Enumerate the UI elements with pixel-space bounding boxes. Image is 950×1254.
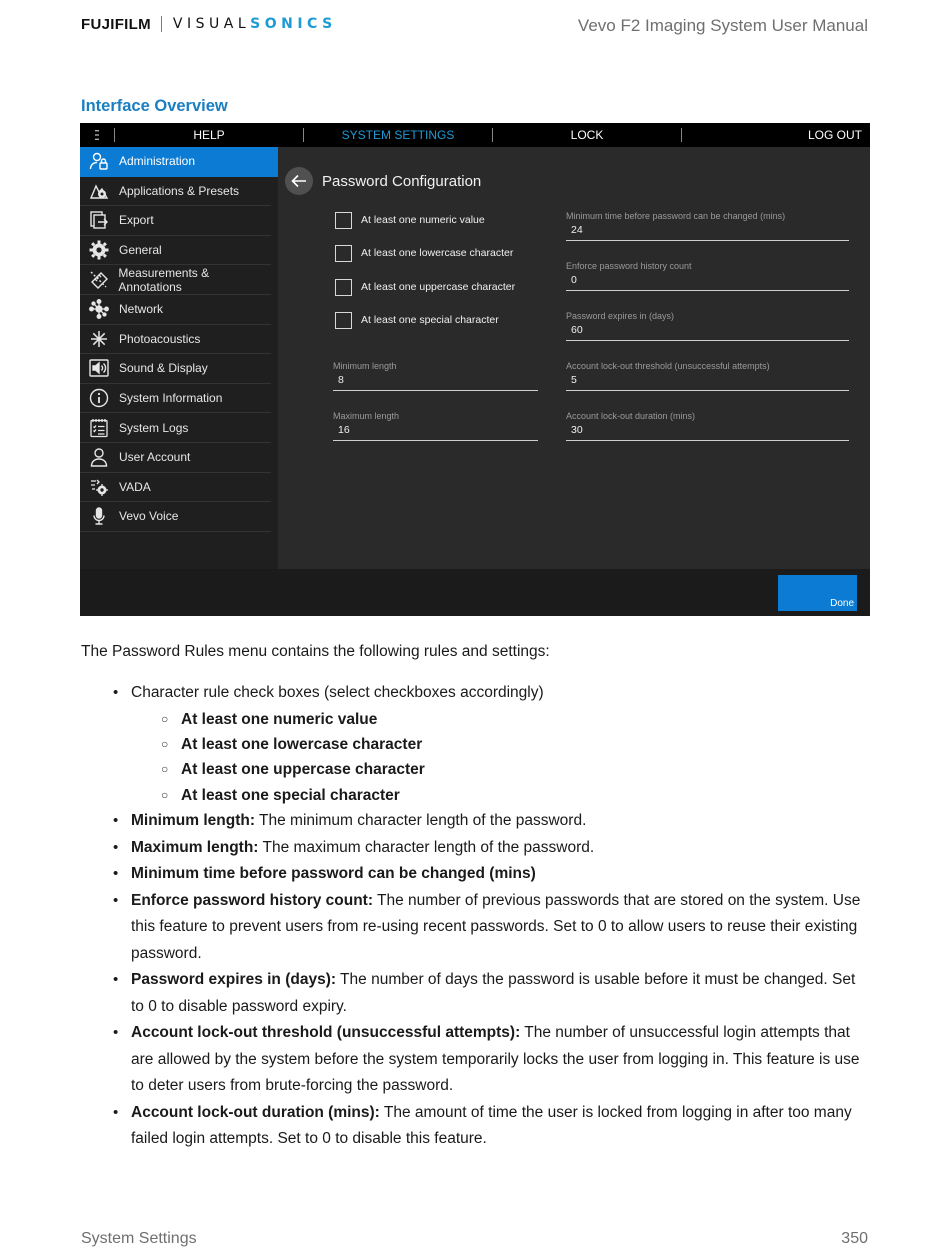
gear-icon bbox=[88, 240, 110, 260]
numeric-checkbox[interactable] bbox=[335, 212, 352, 229]
password-history-field[interactable] bbox=[566, 261, 849, 291]
field-label: Enforce password history count bbox=[566, 261, 692, 271]
circle-bullet-icon: ○ bbox=[161, 736, 169, 751]
list-item-term: Enforce password history count: bbox=[131, 891, 374, 909]
sidebar-item-user-account[interactable] bbox=[80, 443, 271, 473]
logo-visual-text: VISUAL bbox=[172, 16, 251, 32]
sub-list-item bbox=[81, 757, 871, 782]
bullet-icon: • bbox=[113, 971, 119, 989]
sidebar-item-general[interactable] bbox=[80, 236, 271, 266]
lock-tab[interactable]: LOCK bbox=[570, 128, 604, 142]
menu-dots-icon[interactable] bbox=[80, 123, 114, 147]
sidebar-item-label: General bbox=[119, 243, 162, 258]
uppercase-checkbox-row[interactable] bbox=[335, 278, 515, 296]
settings-sidebar bbox=[80, 147, 278, 569]
back-button[interactable] bbox=[285, 167, 313, 195]
bullet-icon: • bbox=[113, 865, 119, 883]
sidebar-item-system-information[interactable] bbox=[80, 384, 271, 414]
numeric-checkbox-row[interactable] bbox=[335, 211, 485, 229]
list-item-term: Password expires in (days): bbox=[131, 971, 337, 989]
sidebar-item-system-logs[interactable] bbox=[80, 413, 271, 443]
list-item-term: Account lock-out threshold (unsuccessful attempts): bbox=[131, 1024, 521, 1042]
list-item bbox=[81, 680, 871, 707]
circle-bullet-icon: ○ bbox=[161, 762, 169, 777]
checkbox-label: At least one special character bbox=[361, 314, 499, 326]
min-change-time-field[interactable] bbox=[566, 211, 849, 241]
list-item bbox=[81, 835, 871, 862]
applications-gear-icon bbox=[88, 181, 110, 201]
list-item bbox=[81, 861, 871, 888]
section-heading: Interface Overview bbox=[81, 97, 228, 115]
field-label: Maximum length bbox=[333, 411, 400, 421]
sidebar-item-network[interactable] bbox=[80, 295, 271, 325]
uppercase-checkbox[interactable] bbox=[335, 279, 352, 296]
sidebar-item-photoacoustics[interactable] bbox=[80, 325, 271, 355]
field-label: Account lock-out threshold (unsuccessful attempts) bbox=[566, 361, 770, 371]
system-settings-screenshot bbox=[80, 123, 870, 616]
password-expires-field[interactable] bbox=[566, 311, 849, 341]
manual-title: Vevo F2 Imaging System User Manual bbox=[577, 16, 868, 35]
sidebar-item-administration[interactable] bbox=[80, 147, 278, 177]
sub-list-item-text: At least one special character bbox=[181, 786, 400, 804]
sub-list-item bbox=[81, 783, 871, 808]
lockout-threshold-field[interactable] bbox=[566, 361, 849, 391]
lockout-duration-field[interactable] bbox=[566, 411, 849, 441]
list-item-text: Character rule check boxes (select checkboxes accordingly) bbox=[131, 684, 544, 701]
field-label: Account lock-out duration (mins) bbox=[566, 411, 696, 421]
sub-list-item bbox=[81, 707, 871, 732]
field-value: 30 bbox=[571, 424, 583, 436]
sub-list-item bbox=[81, 732, 871, 757]
list-item-desc: The number of unsuccessful login attempts that are allowed by the system before the system temporarily locks the user from logging in. This feature is use to deter users from brute-forcing the password. bbox=[131, 1024, 860, 1095]
list-item-desc: The number of days the password is usable before it must be changed. Set to 0 to disable password expiry. bbox=[131, 971, 856, 1015]
logo-sonics-text: SONICS bbox=[250, 16, 337, 32]
logo-divider bbox=[161, 16, 162, 32]
sidebar-item-vada[interactable] bbox=[80, 473, 271, 503]
system-settings-tab[interactable]: SYSTEM SETTINGS bbox=[341, 128, 455, 142]
fujifilm-visualsonics-logo bbox=[81, 14, 337, 34]
minimum-length-field[interactable] bbox=[333, 361, 538, 391]
measurement-ruler-icon bbox=[88, 270, 109, 290]
user-icon bbox=[88, 447, 110, 467]
special-checkbox-row[interactable] bbox=[335, 311, 499, 329]
list-item-term: Minimum time before password can be changed (mins) bbox=[131, 865, 536, 883]
bullet-icon: • bbox=[113, 891, 119, 909]
sidebar-item-label: Export bbox=[119, 213, 154, 228]
list-item-desc: The number of previous passwords that are stored on the system. Use this feature to prevent users from re-using recent passwords. Set to 0 to allow users to reuse their existing password. bbox=[131, 891, 861, 962]
footer-section-name: System Settings bbox=[81, 1230, 197, 1247]
logo-fujifilm-text: FUJIFILM bbox=[81, 15, 151, 33]
maximum-length-field[interactable] bbox=[333, 411, 538, 441]
sub-list-item-text: At least one uppercase character bbox=[181, 761, 425, 779]
list-item-term: Minimum length: bbox=[131, 812, 255, 830]
sidebar-item-vevo-voice[interactable] bbox=[80, 502, 271, 532]
sidebar-item-sound-display[interactable] bbox=[80, 354, 271, 384]
circle-bullet-icon: ○ bbox=[161, 711, 169, 726]
circle-bullet-icon: ○ bbox=[161, 787, 169, 802]
photoacoustics-burst-icon bbox=[88, 329, 110, 349]
intro-paragraph: The Password Rules menu contains the following rules and settings: bbox=[81, 643, 550, 660]
list-item bbox=[81, 1100, 871, 1153]
field-value: 0 bbox=[571, 274, 577, 286]
sidebar-item-export[interactable] bbox=[80, 206, 271, 236]
vada-gear-icon bbox=[88, 477, 110, 497]
bottom-action-bar bbox=[80, 569, 870, 616]
checkbox-label: At least one numeric value bbox=[361, 214, 485, 226]
sidebar-item-label: Sound & Display bbox=[119, 361, 208, 376]
field-value: 60 bbox=[571, 324, 583, 336]
lowercase-checkbox-row[interactable] bbox=[335, 244, 513, 262]
list-item bbox=[81, 888, 871, 968]
bullet-icon: • bbox=[113, 684, 119, 701]
field-value: 5 bbox=[571, 374, 577, 386]
sidebar-item-label: Administration bbox=[119, 154, 196, 169]
sidebar-item-label: Network bbox=[119, 302, 164, 317]
field-label: Password expires in (days) bbox=[566, 311, 675, 321]
done-button[interactable]: Done bbox=[778, 575, 857, 611]
log-list-icon bbox=[88, 418, 110, 438]
sub-list-item-text: At least one lowercase character bbox=[181, 735, 423, 753]
speaker-icon bbox=[88, 358, 110, 378]
list-item-term: Account lock-out duration (mins): bbox=[131, 1103, 380, 1121]
network-icon bbox=[88, 299, 110, 319]
checkbox-label: At least one lowercase character bbox=[361, 247, 514, 259]
info-icon bbox=[88, 388, 110, 408]
list-item bbox=[81, 967, 871, 1020]
back-arrow-icon bbox=[291, 174, 307, 188]
bullet-icon: • bbox=[113, 838, 119, 856]
field-value: 16 bbox=[338, 424, 350, 436]
sidebar-item-label: Photoacoustics bbox=[119, 331, 201, 346]
list-item-desc: The amount of time the user is locked from logging in after too many failed login attempts. Set to 0 to disable this feature. bbox=[131, 1103, 852, 1148]
password-configuration-panel bbox=[278, 147, 870, 569]
help-tab[interactable]: HELP bbox=[193, 128, 225, 142]
admin-user-lock-icon bbox=[88, 151, 110, 171]
list-item-term: Maximum length: bbox=[131, 838, 259, 856]
field-label: Minimum length bbox=[333, 361, 397, 371]
sidebar-item-label: VADA bbox=[119, 479, 151, 494]
panel-title: Password Configuration bbox=[322, 173, 482, 190]
list-item bbox=[81, 1020, 871, 1100]
bullet-icon: • bbox=[113, 1024, 119, 1042]
export-icon bbox=[88, 210, 110, 230]
rules-list bbox=[81, 680, 871, 1153]
sub-list-item-text: At least one numeric value bbox=[181, 710, 378, 728]
bullet-icon: • bbox=[113, 812, 119, 830]
sidebar-item-label: System Logs bbox=[119, 420, 189, 435]
special-checkbox[interactable] bbox=[335, 312, 352, 329]
footer-page-number: 350 bbox=[841, 1230, 868, 1247]
sidebar-item-applications-presets[interactable] bbox=[80, 177, 271, 207]
bullet-icon: • bbox=[113, 1103, 119, 1121]
microphone-icon bbox=[88, 506, 110, 526]
lowercase-checkbox[interactable] bbox=[335, 245, 352, 262]
sidebar-item-label: Vevo Voice bbox=[119, 509, 179, 524]
sidebar-item-label: System Information bbox=[119, 391, 223, 406]
field-value: 8 bbox=[338, 374, 344, 386]
list-item-desc: The minimum character length of the password. bbox=[255, 812, 587, 830]
sidebar-item-label: Applications & Presets bbox=[119, 183, 240, 198]
sidebar-item-measurements-annotations[interactable] bbox=[80, 265, 271, 295]
sidebar-item-label: Measurements & Annotations bbox=[118, 265, 210, 294]
field-label: Minimum time before password can be changed (mins) bbox=[566, 211, 786, 221]
field-value: 24 bbox=[571, 224, 583, 236]
sidebar-item-label: User Account bbox=[119, 450, 191, 465]
list-item-desc: The maximum character length of the password. bbox=[258, 838, 595, 856]
checkbox-label: At least one uppercase character bbox=[361, 281, 516, 293]
top-navigation-bar bbox=[80, 123, 870, 147]
list-item bbox=[81, 808, 871, 835]
log-out-tab[interactable]: LOG OUT bbox=[807, 128, 862, 142]
